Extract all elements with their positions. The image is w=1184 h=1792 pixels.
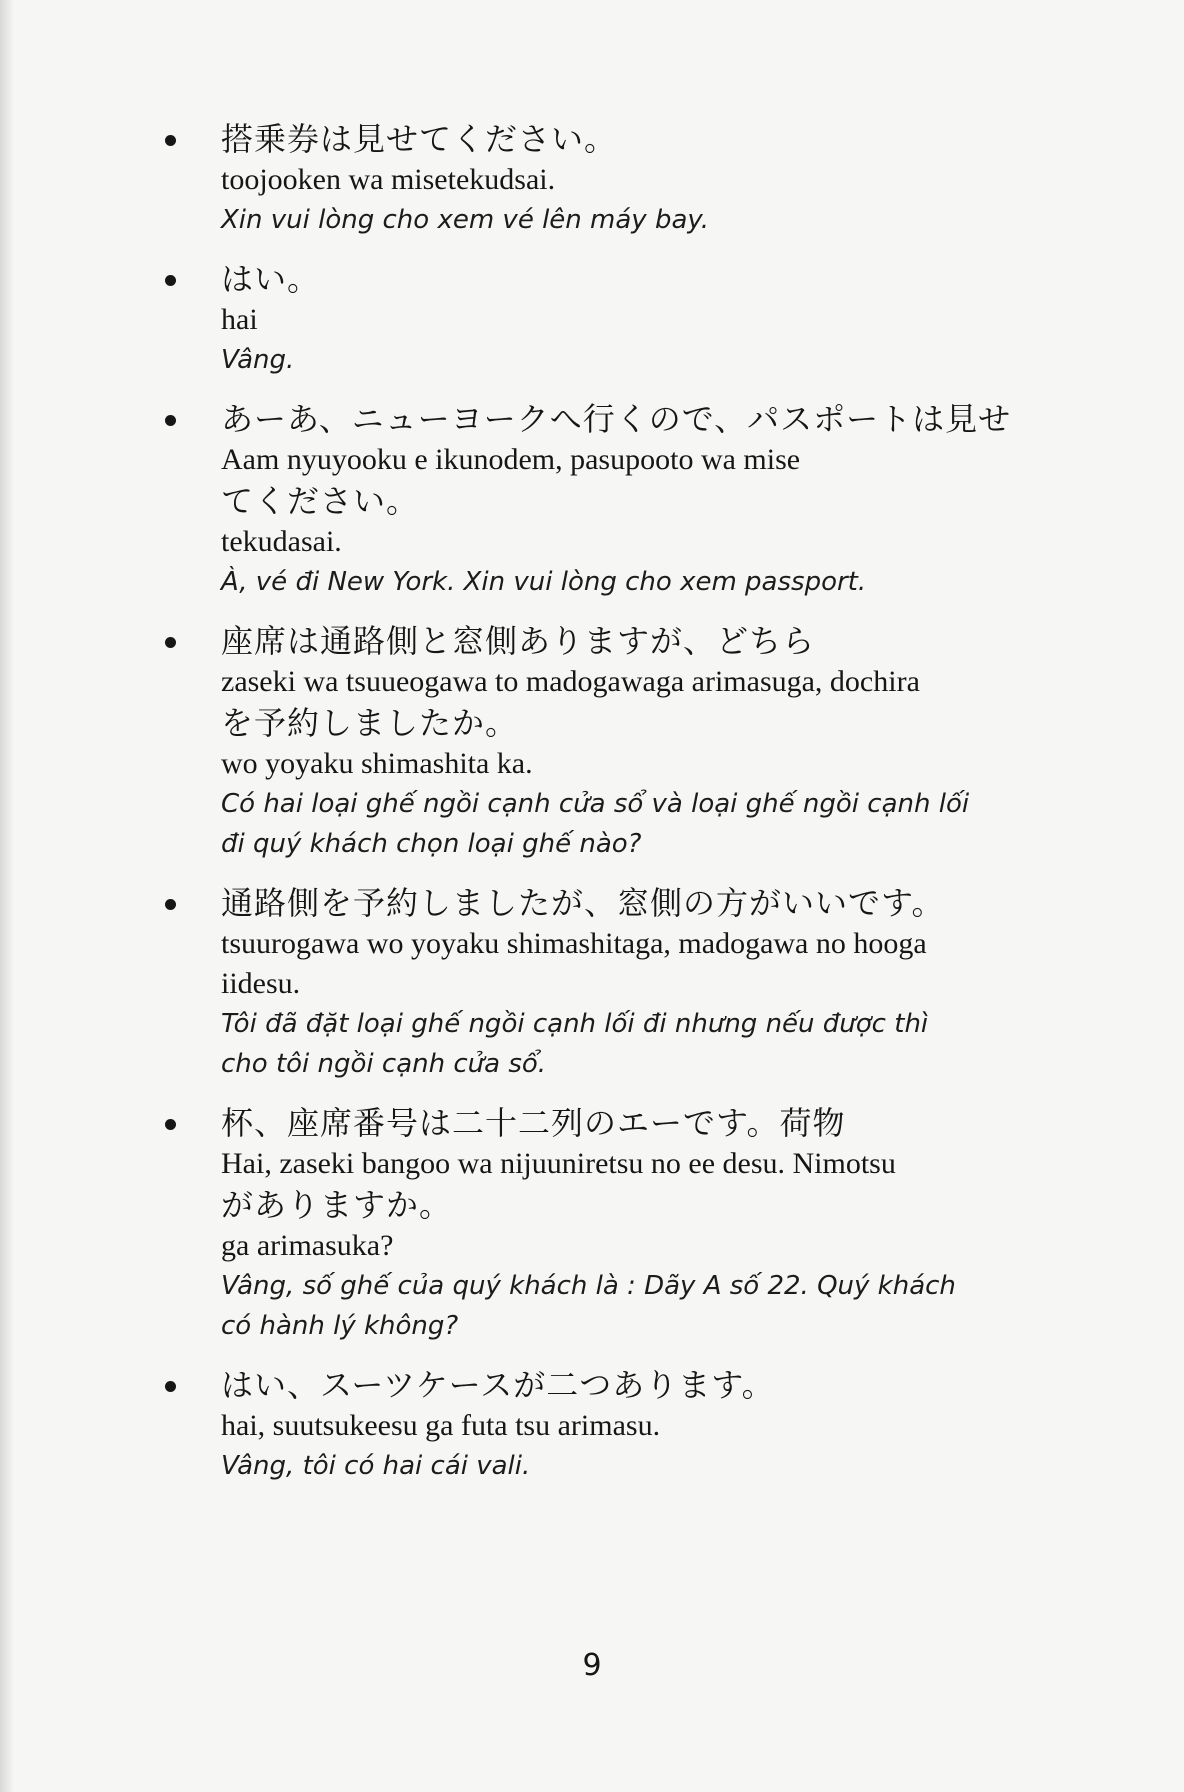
- romaji-line: iidesu.: [221, 967, 301, 1000]
- dialogue-list: [165, 118, 1095, 1504]
- bullet-icon: [165, 415, 176, 426]
- romaji-line: tekudasai.: [221, 525, 342, 558]
- romaji-line: Aam nyuyooku e ikunodem, pasupooto wa mise: [221, 443, 801, 476]
- dialogue-entry: [165, 620, 1095, 864]
- romaji-line: Hai, zaseki bangoo wa nijuuniretsu no ee desu. Nimotsu: [221, 1147, 896, 1180]
- bullet-icon: [165, 1119, 176, 1130]
- vietnamese-line: cho tôi ngồi cạnh cửa sổ.: [221, 1049, 547, 1079]
- japanese-line: はい、スーツケースが二つあります。: [221, 1366, 775, 1404]
- vietnamese-line: Xin vui lòng cho xem vé lên máy bay.: [221, 205, 710, 235]
- japanese-line: 通路側を予約しましたが、窓側の方がいいです。: [221, 884, 945, 922]
- japanese-line: がありますか。: [221, 1186, 453, 1224]
- bullet-icon: [165, 135, 176, 146]
- vietnamese-line: Vâng, số ghế của quý khách là : Dãy A số 22. Quý khách: [221, 1271, 956, 1301]
- vietnamese-line: có hành lý không?: [221, 1311, 459, 1341]
- bullet-icon: [165, 899, 176, 910]
- bullet-icon: [165, 1381, 176, 1392]
- bullet-icon: [165, 637, 176, 648]
- romaji-line: zaseki wa tsuueogawa to madogawaga arimasuga, dochira: [221, 665, 920, 698]
- romaji-line: hai, suutsukeesu ga futa tsu arimasu.: [221, 1409, 661, 1442]
- romaji-line: ga arimasuka?: [221, 1229, 394, 1262]
- vietnamese-line: À, vé đi New York. Xin vui lòng cho xem passport.: [221, 567, 867, 597]
- dialogue-entry: [165, 118, 1095, 240]
- japanese-line: 搭乗券は見せてください。: [221, 120, 618, 158]
- japanese-line: を予約しましたか。: [221, 704, 519, 742]
- japanese-line: てください。: [221, 482, 420, 520]
- japanese-line: 杯、座席番号は二十二列のエーです。荷物: [221, 1104, 846, 1142]
- vietnamese-line: Tôi đã đặt loại ghế ngồi cạnh lối đi nhưng nếu được thì: [221, 1009, 929, 1039]
- japanese-line: あーあ、ニューヨークへ行くので、パスポートは見せ: [221, 400, 1012, 438]
- romaji-line: toojooken wa misetekudsai.: [221, 163, 556, 196]
- dialogue-entry: [165, 882, 1095, 1084]
- dialogue-entry: [165, 1102, 1095, 1346]
- page-edge-shadow: [0, 0, 14, 1792]
- bullet-icon: [165, 275, 176, 286]
- japanese-line: 座席は通路側と窓側ありますが、どちら: [221, 622, 816, 660]
- dialogue-entry: [165, 1364, 1095, 1486]
- vietnamese-line: Vâng.: [221, 345, 295, 375]
- romaji-line: hai: [221, 303, 258, 336]
- vietnamese-line: Vâng, tôi có hai cái vali.: [221, 1451, 531, 1481]
- japanese-line: はい。: [221, 260, 321, 298]
- page-number: 9: [582, 1648, 602, 1683]
- romaji-line: tsuurogawa wo yoyaku shimashitaga, madogawa no hooga: [221, 927, 927, 960]
- vietnamese-line: Có hai loại ghế ngồi cạnh cửa sổ và loại ghế ngồi cạnh lối: [221, 789, 970, 819]
- romaji-line: wo yoyaku shimashita ka.: [221, 747, 533, 780]
- dialogue-entry: [165, 398, 1095, 602]
- vietnamese-line: đi quý khách chọn loại ghế nào?: [221, 829, 642, 859]
- dialogue-entry: [165, 258, 1095, 380]
